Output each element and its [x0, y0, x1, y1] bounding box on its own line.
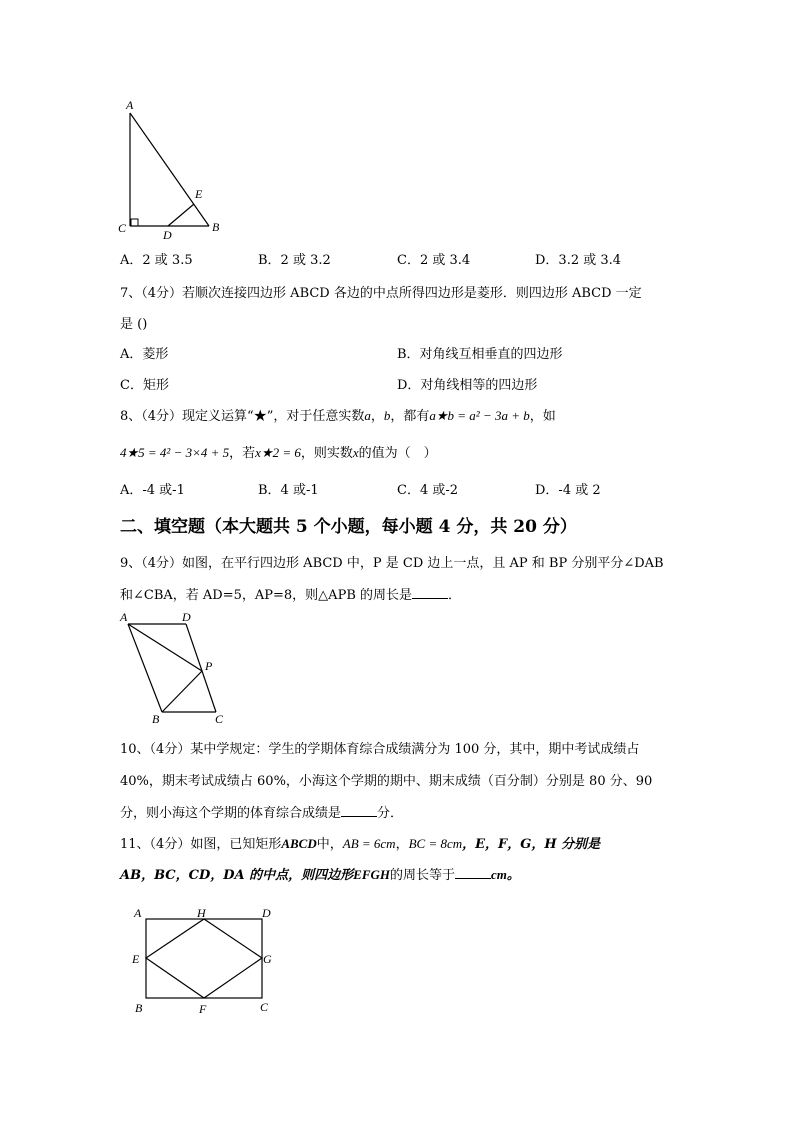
q8-var-x: x	[352, 445, 359, 460]
q8-line1-pre: 8、（4分）现定义运算“★”，对于任意实数	[120, 409, 365, 424]
q11-unit: cm。	[491, 867, 520, 882]
section-heading: 二、填空题（本大题共 5 个小题，每小题 4 分，共 20 分）	[120, 517, 577, 537]
q7-option-b: B．对角线互相垂直的四边形	[397, 347, 563, 362]
q11-ab-length: AB = 6cm	[342, 836, 396, 851]
label-C: C	[215, 712, 224, 726]
q8-text-line2	[120, 442, 437, 461]
q8-line2-mid: ，若	[229, 446, 256, 461]
q7-option-d: D．对角线相等的四边形	[397, 378, 538, 393]
q8-formula-example: 4★5 = 4² − 3×4 + 5	[120, 445, 230, 460]
q7-option-c: C．矩形	[120, 378, 169, 393]
q7-option-a: A．菱形	[120, 347, 169, 362]
label-P: P	[205, 659, 213, 673]
q8-option-a: A．-4 或-1	[120, 483, 185, 498]
label-B: B	[212, 220, 220, 234]
q10-text-line3	[120, 802, 403, 821]
q11-rect-name: ABCD	[281, 836, 317, 851]
label-C: C	[260, 1000, 269, 1014]
q11-line1-pre: 11、（4分）如图，已知矩形	[120, 837, 282, 852]
q6-option-a: A．2 或 3.5	[120, 253, 193, 268]
q10-answer-blank[interactable]	[341, 804, 377, 817]
label-E: E	[132, 952, 140, 966]
q7-text-line1: 7、（4分）若顺次连接四边形 ABCD 各边的中点所得四边形是菱形．则四边形 ABCD 一定	[120, 286, 642, 301]
label-B: B	[135, 1001, 143, 1015]
q8-line1-post: ，如	[529, 409, 556, 424]
q11-quad-name: EFGH	[353, 867, 390, 882]
q11-text-line1	[120, 833, 600, 852]
label-D: D	[262, 906, 271, 920]
label-D: D	[182, 610, 191, 624]
q11-line2-pre: AB，BC，CD，DA 的中点，则四边形	[120, 868, 354, 883]
q8-option-c: C．4 或-2	[397, 483, 459, 498]
q8-var-a: a	[364, 408, 371, 423]
label-C: C	[118, 221, 127, 235]
q8-comma: ，	[370, 409, 384, 424]
label-A: A	[120, 610, 128, 624]
q10-line3-post: 分．	[377, 806, 404, 821]
q6-option-d: D．3.2 或 3.4	[535, 253, 622, 268]
label-A: A	[134, 906, 142, 920]
q6-option-b: B．2 或 3.2	[258, 253, 331, 268]
label-A: A	[126, 98, 134, 112]
q9-line2-pre: 和∠CBA，若 AD=5，AP=8，则△APB 的周长是	[120, 588, 413, 603]
label-E: E	[195, 187, 203, 201]
triangle-figure	[112, 96, 232, 246]
q8-line2-mid2: ，则实数	[300, 446, 353, 461]
q11-sep: ，	[395, 837, 409, 852]
q11-line1-mid: 中，	[316, 837, 343, 852]
label-H: H	[197, 906, 206, 920]
q10-line3-pre: 分，则小海这个学期的体育综合成绩是	[120, 806, 342, 821]
q8-option-d: D．-4 或 2	[535, 483, 601, 498]
q7-text-line2: 是 ()	[120, 317, 148, 332]
label-G: G	[263, 952, 272, 966]
q10-text-line1: 10、（4分）某中学规定：学生的学期体育综合成绩满分为 100 分，其中，期中考试成绩占	[120, 742, 640, 757]
parallelogram-figure	[112, 608, 242, 728]
q9-answer-blank[interactable]	[412, 586, 448, 599]
q11-line1-post: ，E，F，G，H 分别是	[462, 837, 601, 852]
q8-var-b: b	[383, 408, 391, 423]
label-B: B	[152, 712, 160, 726]
q11-answer-blank[interactable]	[455, 866, 491, 879]
q8-option-b: B．4 或-1	[258, 483, 319, 498]
q8-formula-definition: a★b = a² − 3a + b	[429, 408, 530, 423]
q9-line2-post: ．	[448, 588, 462, 603]
label-F: F	[199, 1002, 207, 1016]
q9-text-line2	[120, 584, 461, 603]
q8-text-line1	[120, 405, 556, 424]
q11-bc-length: BC = 8cm	[408, 836, 463, 851]
q8-line2-post: 的值为（ ）	[358, 446, 437, 461]
label-D: D	[163, 228, 172, 242]
q10-text-line2: 40%，期末考试成绩占 60%，小海这个学期的期中、期末成绩（百分制）分别是 80 分、90	[120, 774, 653, 789]
q11-text-line2	[120, 864, 520, 883]
q9-text-line1: 9、（4分）如图，在平行四边形 ABCD 中，P 是 CD 边上一点，且 AP 和 BP 分别平分∠DAB	[120, 556, 664, 571]
q8-line1-mid: ，都有	[390, 409, 430, 424]
q8-formula-condition: x★2 = 6	[255, 445, 301, 460]
q6-option-c: C．2 或 3.4	[397, 253, 471, 268]
rectangle-figure	[128, 900, 288, 1022]
q11-line2-mid: 的周长等于	[390, 868, 456, 883]
